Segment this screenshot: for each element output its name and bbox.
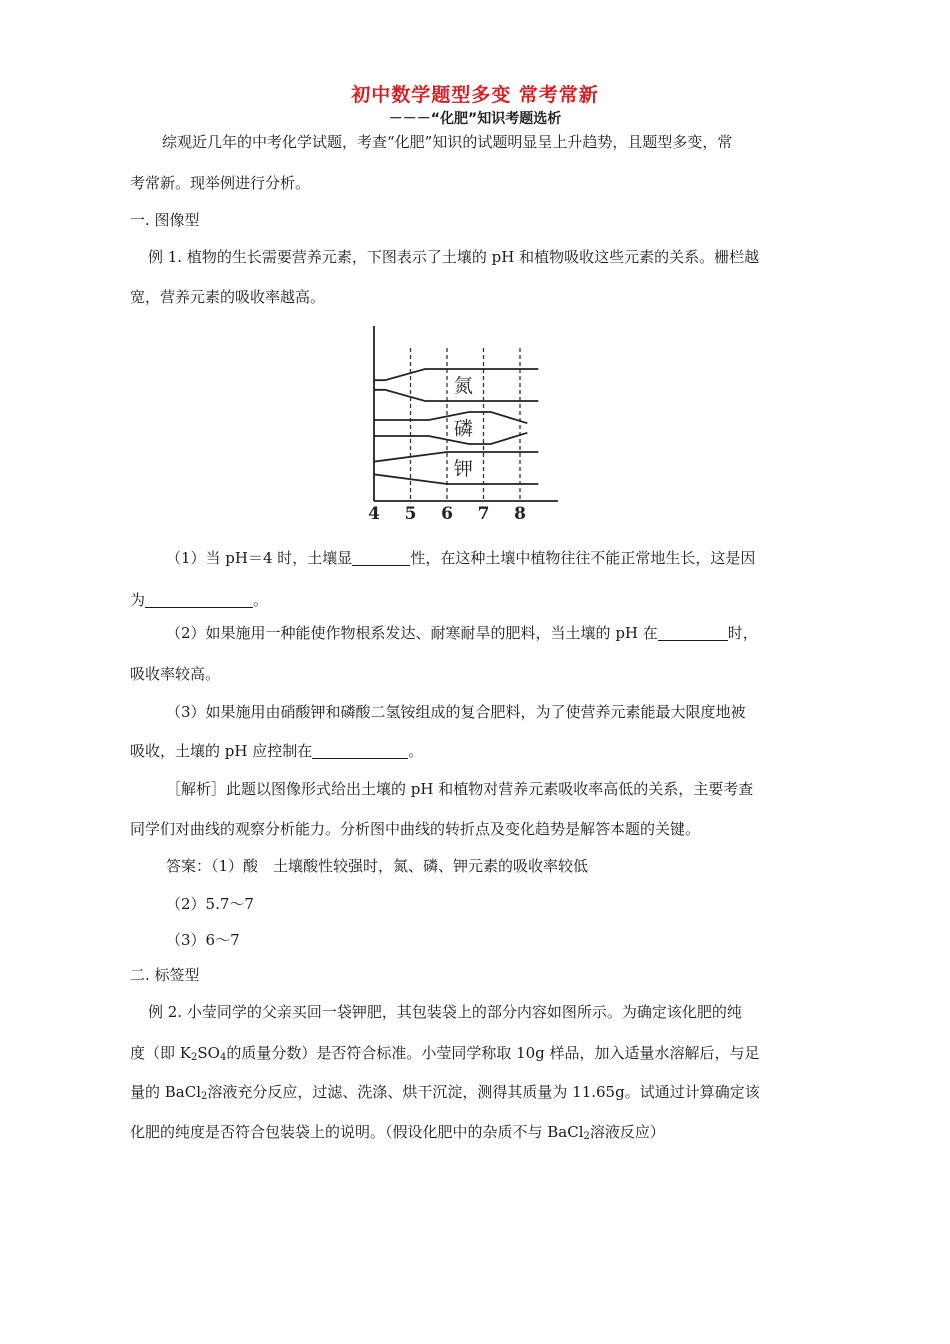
ph-absorption-chart bbox=[358, 318, 558, 523]
example-2-line-4 bbox=[130, 1122, 665, 1142]
text-run: 度（即 K bbox=[130, 1044, 191, 1062]
analysis-line-1: ［解析］此题以图像形式给出土壤的 pH 和植物对营养元素吸收率高低的关系，主要考查 bbox=[166, 780, 754, 798]
answer-line-3: （3）6～7 bbox=[166, 931, 240, 949]
answer-blank bbox=[658, 624, 728, 641]
text-run: 量的 BaCl bbox=[130, 1083, 202, 1101]
tick-label-ph-5: 5 bbox=[404, 504, 417, 523]
question-3-line-2 bbox=[130, 741, 423, 761]
text-run: SO bbox=[197, 1044, 220, 1062]
text-run: 溶液充分反应，过滤、洗涤、烘干沉淀，测得其质量为 11.65g。试通过计算确定该 bbox=[207, 1083, 760, 1101]
band-label-氮: 氮 bbox=[453, 375, 473, 397]
text-run: 化肥的纯度是否符合包装袋上的说明。（假设化肥中的杂质不与 BaCl bbox=[130, 1123, 584, 1141]
band-upper-磷 bbox=[374, 412, 527, 423]
question-1-line-1 bbox=[166, 548, 755, 568]
tick-label-ph-4: 4 bbox=[368, 504, 380, 523]
example-1-line-2: 宽，营养元素的吸收率越高。 bbox=[130, 288, 326, 306]
question-2-line-1 bbox=[166, 623, 758, 643]
q2-text-b: 时， bbox=[727, 624, 758, 642]
band-label-磷: 磷 bbox=[453, 418, 473, 440]
subscript: 4 bbox=[219, 1052, 227, 1063]
q3-text-c: 。 bbox=[408, 742, 424, 760]
q1-text-c: 为 bbox=[130, 591, 146, 609]
example-2-line-1: 例 2. 小莹同学的父亲买回一袋钾肥，其包装袋上的部分内容如图所示。为确定该化肥的纯 bbox=[148, 1003, 742, 1021]
example-2-line-2 bbox=[130, 1043, 760, 1063]
q1-text-b: 性，在这种土壤中植物往往不能正常地生长，这是因 bbox=[410, 549, 756, 567]
chart-tick-labels bbox=[368, 504, 526, 523]
answer-blank bbox=[352, 549, 410, 566]
q1-text-d: 。 bbox=[253, 591, 269, 609]
subscript: 2 bbox=[190, 1052, 198, 1063]
band-lower-磷 bbox=[374, 433, 527, 444]
example-2-line-3 bbox=[130, 1082, 760, 1102]
answer-line-1: 答案：（1）酸 土壤酸性较强时，氮、磷、钾元素的吸收率较低 bbox=[166, 857, 589, 875]
tick-label-ph-6: 6 bbox=[441, 504, 453, 523]
document-subtitle: －－－“化肥”知识考题选析 bbox=[388, 111, 562, 127]
answer-blank bbox=[145, 591, 253, 608]
band-label-钾: 钾 bbox=[453, 458, 473, 480]
question-3-line-1: （3）如果施用由硝酸钾和磷酸二氢铵组成的复合肥料，为了使营养元素能最大限度地被 bbox=[166, 703, 746, 721]
chart-bands bbox=[374, 369, 538, 484]
document-title: 初中数学题型多变 常考常新 bbox=[351, 84, 599, 106]
tick-label-ph-7: 7 bbox=[477, 504, 490, 523]
question-2-line-2: 吸收率较高。 bbox=[130, 665, 221, 683]
intro-line-2: 考常新。现举例进行分析。 bbox=[130, 174, 311, 192]
answer-blank bbox=[312, 742, 408, 759]
intro-line-1: 综观近几年的中考化学试题，考查“化肥”知识的试题明显呈上升趋势，且题型多变，常 bbox=[162, 133, 733, 151]
analysis-line-2: 同学们对曲线的观察分析能力。分析图中曲线的转折点及变化趋势是解答本题的关键。 bbox=[130, 820, 701, 838]
q1-text-a: （1）当 pH＝4 时，土壤显 bbox=[166, 549, 353, 567]
answer-line-2: （2）5.7～7 bbox=[166, 895, 254, 913]
section-heading-1: 一. 图像型 bbox=[130, 211, 200, 229]
section-heading-2: 二. 标签型 bbox=[130, 966, 200, 984]
subscript: 2 bbox=[583, 1131, 590, 1142]
text-run: 溶液反应） bbox=[589, 1123, 665, 1141]
text-run: 的质量分数）是否符合标准。小莹同学称取 10g 样品，加入适量水溶解后，与足 bbox=[226, 1044, 760, 1062]
example-1-line-1: 例 1. 植物的生长需要营养元素，下图表示了土壤的 pH 和植物吸收这些元素的关系。栅栏越 bbox=[148, 248, 760, 266]
question-1-line-2 bbox=[130, 590, 268, 610]
tick-label-ph-8: 8 bbox=[514, 504, 526, 523]
q2-text-a: （2）如果施用一种能使作物根系发达、耐寒耐旱的肥料，当土壤的 pH 在 bbox=[166, 624, 658, 642]
subscript: 2 bbox=[201, 1091, 208, 1102]
q3-text-b: 吸收，土壤的 pH 应控制在 bbox=[130, 742, 313, 760]
